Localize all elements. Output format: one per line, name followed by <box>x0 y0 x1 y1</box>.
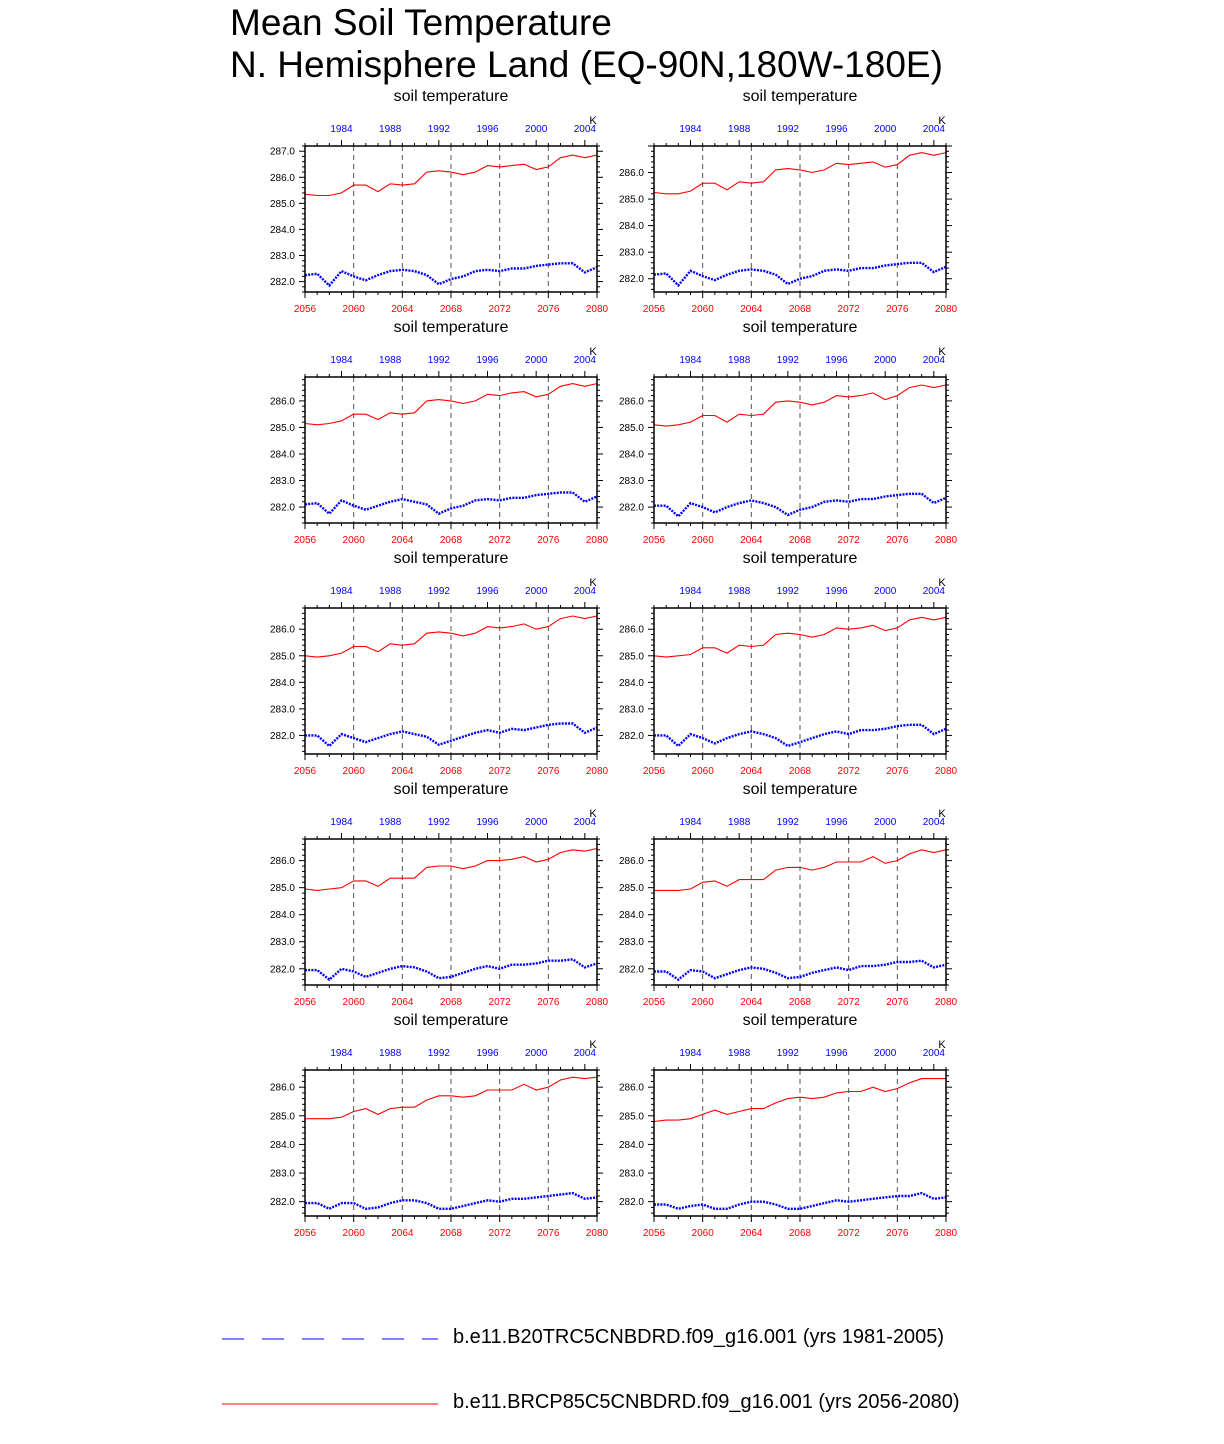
y-tick-label: 283.0 <box>269 251 295 262</box>
x-tick-label-bottom: 2080 <box>585 304 609 315</box>
y-tick-label: 284.0 <box>269 677 295 689</box>
panel-title: soil temperature <box>393 781 509 798</box>
panel-title: soil temperature <box>393 550 509 567</box>
x-tick-label-bottom: 2060 <box>342 766 365 777</box>
panel-title: soil temperature <box>742 550 858 567</box>
x-tick-label-bottom: 2080 <box>934 997 958 1008</box>
y-tick-label: 285.0 <box>618 1111 644 1123</box>
x-tick-label-bottom: 2076 <box>537 997 560 1008</box>
x-tick-label-top: 2004 <box>573 586 596 597</box>
units-label: K <box>938 1039 946 1051</box>
x-tick-label-bottom: 2076 <box>537 1228 560 1239</box>
units-label: K <box>938 808 946 820</box>
x-tick-label-bottom: 2068 <box>788 1228 812 1239</box>
x-tick-label-bottom: 2068 <box>788 766 812 777</box>
x-tick-label-top: 2000 <box>874 1048 897 1059</box>
x-tick-label-bottom: 2080 <box>585 1228 609 1239</box>
x-tick-label-bottom: 2056 <box>642 766 666 777</box>
x-tick-label-top: 1992 <box>427 586 450 597</box>
x-tick-label-bottom: 2064 <box>740 535 763 546</box>
x-tick-label-top: 1988 <box>379 355 402 366</box>
x-tick-label-bottom: 2076 <box>537 766 560 777</box>
x-tick-label-bottom: 2068 <box>788 535 812 546</box>
x-tick-label-top: 2000 <box>525 355 548 366</box>
panel-title: soil temperature <box>742 1012 858 1029</box>
y-tick-label: 282.0 <box>618 274 644 286</box>
y-tick-label: 284.0 <box>618 910 644 922</box>
y-tick-label: 286.0 <box>618 1082 644 1094</box>
x-tick-label-top: 1984 <box>679 1048 702 1059</box>
y-tick-label: 284.0 <box>269 1139 295 1151</box>
x-tick-label-bottom: 2072 <box>488 997 511 1008</box>
x-tick-label-bottom: 2080 <box>585 766 609 777</box>
y-tick-label: 284.0 <box>618 1139 644 1151</box>
panel-title: soil temperature <box>742 319 858 336</box>
x-tick-label-top: 1996 <box>476 124 499 135</box>
x-tick-label-bottom: 2068 <box>439 997 463 1008</box>
x-tick-label-bottom: 2076 <box>886 766 909 777</box>
x-tick-label-top: 1992 <box>427 355 450 366</box>
x-tick-label-bottom: 2076 <box>886 997 909 1008</box>
y-tick-label: 284.0 <box>618 449 644 461</box>
x-tick-label-bottom: 2064 <box>391 997 414 1008</box>
x-tick-label-bottom: 2056 <box>293 535 317 546</box>
y-tick-label: 283.0 <box>269 476 295 488</box>
y-tick-label: 286.0 <box>618 168 644 180</box>
x-tick-label-bottom: 2080 <box>934 535 958 546</box>
x-tick-label-top: 1984 <box>679 124 702 135</box>
y-tick-label: 283.0 <box>618 937 644 949</box>
units-label: K <box>589 115 597 127</box>
x-tick-label-top: 1996 <box>825 124 848 135</box>
y-tick-label: 283.0 <box>618 247 644 259</box>
x-tick-label-top: 1996 <box>825 817 848 828</box>
x-tick-label-bottom: 2056 <box>642 1228 666 1239</box>
x-tick-label-bottom: 2072 <box>837 766 860 777</box>
x-tick-label-top: 1992 <box>776 1048 799 1059</box>
x-tick-label-top: 2004 <box>922 124 945 135</box>
x-tick-label-top: 1992 <box>776 124 799 135</box>
x-tick-label-top: 1984 <box>330 355 353 366</box>
y-tick-label: 284.0 <box>618 221 644 233</box>
x-tick-label-top: 2004 <box>922 1048 945 1059</box>
x-tick-label-bottom: 2064 <box>391 304 414 315</box>
x-tick-label-top: 1992 <box>427 817 450 828</box>
x-tick-label-top: 2000 <box>874 124 897 135</box>
x-tick-label-bottom: 2056 <box>293 304 317 315</box>
y-tick-label: 286.0 <box>618 396 644 408</box>
x-tick-label-bottom: 2072 <box>837 1228 860 1239</box>
y-tick-label: 286.0 <box>269 856 295 868</box>
x-tick-label-top: 2000 <box>874 586 897 597</box>
y-tick-label: 286.0 <box>269 172 295 184</box>
x-tick-label-top: 1992 <box>776 817 799 828</box>
x-tick-label-top: 2004 <box>573 124 596 135</box>
x-tick-label-bottom: 2072 <box>488 766 511 777</box>
x-tick-label-top: 2004 <box>573 817 596 828</box>
x-tick-label-top: 1988 <box>379 817 402 828</box>
x-tick-label-bottom: 2080 <box>585 535 609 546</box>
x-tick-label-top: 1984 <box>330 817 353 828</box>
y-tick-label: 286.0 <box>269 624 295 636</box>
x-tick-label-bottom: 2068 <box>788 997 812 1008</box>
x-tick-label-bottom: 2068 <box>439 1228 463 1239</box>
x-tick-label-top: 1996 <box>476 1048 499 1059</box>
x-tick-label-bottom: 2060 <box>691 766 714 777</box>
x-tick-label-bottom: 2076 <box>886 535 909 546</box>
x-tick-label-bottom: 2060 <box>691 1228 714 1239</box>
units-label: K <box>589 1039 597 1051</box>
x-tick-label-bottom: 2072 <box>837 535 860 546</box>
y-tick-label: 284.0 <box>269 449 295 461</box>
x-tick-label-bottom: 2080 <box>585 997 609 1008</box>
x-tick-label-bottom: 2080 <box>934 766 958 777</box>
x-tick-label-bottom: 2072 <box>837 304 860 315</box>
x-tick-label-bottom: 2064 <box>740 1228 763 1239</box>
x-tick-label-top: 1992 <box>776 355 799 366</box>
x-tick-label-bottom: 2072 <box>837 997 860 1008</box>
y-tick-label: 285.0 <box>269 1111 295 1123</box>
x-tick-label-bottom: 2064 <box>391 535 414 546</box>
y-tick-label: 285.0 <box>618 883 644 895</box>
x-tick-label-top: 2000 <box>525 586 548 597</box>
x-tick-label-bottom: 2064 <box>391 1228 414 1239</box>
x-tick-label-bottom: 2068 <box>439 535 463 546</box>
y-tick-label: 282.0 <box>269 730 295 742</box>
x-tick-label-bottom: 2056 <box>293 997 317 1008</box>
x-tick-label-top: 1988 <box>728 586 751 597</box>
y-tick-label: 284.0 <box>269 910 295 922</box>
x-tick-label-top: 2000 <box>874 817 897 828</box>
y-tick-label: 282.0 <box>269 502 295 514</box>
x-tick-label-bottom: 2072 <box>488 1228 511 1239</box>
y-tick-label: 286.0 <box>269 1082 295 1094</box>
x-tick-label-bottom: 2076 <box>537 535 560 546</box>
x-tick-label-bottom: 2060 <box>342 304 365 315</box>
x-tick-label-bottom: 2060 <box>691 535 714 546</box>
x-tick-label-bottom: 2064 <box>740 997 763 1008</box>
x-tick-label-bottom: 2060 <box>342 997 365 1008</box>
y-tick-label: 286.0 <box>618 856 644 868</box>
y-tick-label: 283.0 <box>269 704 295 716</box>
y-tick-label: 282.0 <box>269 1197 295 1209</box>
x-tick-label-top: 1988 <box>728 1048 751 1059</box>
x-tick-label-bottom: 2068 <box>439 304 463 315</box>
y-tick-label: 286.0 <box>618 624 644 636</box>
x-tick-label-top: 1996 <box>476 355 499 366</box>
y-tick-label: 286.0 <box>269 396 295 408</box>
units-label: K <box>589 808 597 820</box>
x-tick-label-top: 1996 <box>476 586 499 597</box>
y-tick-label: 283.0 <box>269 1168 295 1180</box>
x-tick-label-bottom: 2076 <box>886 1228 909 1239</box>
y-tick-label: 285.0 <box>618 422 644 434</box>
x-tick-label-top: 2000 <box>525 124 548 135</box>
units-label: K <box>938 346 946 358</box>
x-tick-label-top: 1984 <box>679 817 702 828</box>
legend-label-historical: b.e11.B20TRC5CNBDRD.f09_g16.001 (yrs 1981-2005) <box>453 1326 945 1348</box>
x-tick-label-top: 1992 <box>776 586 799 597</box>
x-tick-label-top: 1988 <box>728 124 751 135</box>
x-tick-label-bottom: 2080 <box>934 304 958 315</box>
x-tick-label-top: 1988 <box>728 817 751 828</box>
x-tick-label-top: 1984 <box>330 1048 353 1059</box>
x-tick-label-top: 1988 <box>379 586 402 597</box>
y-tick-label: 283.0 <box>618 476 644 488</box>
chart-title-line-1: Mean Soil Temperature <box>230 2 612 43</box>
x-tick-label-bottom: 2064 <box>740 304 763 315</box>
units-label: K <box>589 346 597 358</box>
x-tick-label-bottom: 2072 <box>488 535 511 546</box>
x-tick-label-bottom: 2072 <box>488 304 511 315</box>
y-tick-label: 282.0 <box>269 964 295 976</box>
x-tick-label-top: 1996 <box>825 355 848 366</box>
y-tick-label: 283.0 <box>618 704 644 716</box>
x-tick-label-bottom: 2056 <box>642 997 666 1008</box>
y-tick-label: 285.0 <box>269 422 295 434</box>
x-tick-label-top: 1984 <box>330 586 353 597</box>
x-tick-label-top: 1984 <box>330 124 353 135</box>
y-tick-label: 285.0 <box>269 883 295 895</box>
x-tick-label-bottom: 2060 <box>691 997 714 1008</box>
x-tick-label-top: 1984 <box>679 355 702 366</box>
x-tick-label-top: 1996 <box>825 586 848 597</box>
x-tick-label-bottom: 2056 <box>293 766 317 777</box>
x-tick-label-bottom: 2060 <box>342 1228 365 1239</box>
x-tick-label-bottom: 2076 <box>886 304 909 315</box>
y-tick-label: 285.0 <box>618 194 644 206</box>
panel-title: soil temperature <box>742 781 858 798</box>
y-tick-label: 287.0 <box>269 146 295 158</box>
x-tick-label-top: 1988 <box>379 124 402 135</box>
x-tick-label-top: 2004 <box>922 586 945 597</box>
panel-title: soil temperature <box>393 1012 509 1029</box>
chart-title-line-2: N. Hemisphere Land (EQ-90N,180W-180E) <box>230 44 943 85</box>
y-tick-label: 285.0 <box>269 198 295 210</box>
x-tick-label-top: 2000 <box>525 817 548 828</box>
legend-label-rcp85: b.e11.BRCP85C5CNBDRD.f09_g16.001 (yrs 2056-2080) <box>453 1391 960 1413</box>
x-tick-label-top: 2004 <box>922 355 945 366</box>
x-tick-label-bottom: 2064 <box>740 766 763 777</box>
y-tick-label: 285.0 <box>269 651 295 663</box>
x-tick-label-bottom: 2060 <box>342 535 365 546</box>
y-tick-label: 282.0 <box>618 1197 644 1209</box>
x-tick-label-top: 1996 <box>476 817 499 828</box>
x-tick-label-top: 1988 <box>379 1048 402 1059</box>
y-tick-label: 282.0 <box>269 277 295 289</box>
y-tick-label: 283.0 <box>269 937 295 949</box>
y-tick-label: 284.0 <box>269 224 295 236</box>
x-tick-label-bottom: 2068 <box>788 304 812 315</box>
x-tick-label-bottom: 2060 <box>691 304 714 315</box>
y-tick-label: 285.0 <box>618 651 644 663</box>
x-tick-label-top: 2000 <box>874 355 897 366</box>
panel-title: soil temperature <box>742 88 858 105</box>
y-tick-label: 284.0 <box>618 677 644 689</box>
x-tick-label-top: 1984 <box>679 586 702 597</box>
y-tick-label: 283.0 <box>618 1168 644 1180</box>
panel-title: soil temperature <box>393 319 509 336</box>
x-tick-label-bottom: 2080 <box>934 1228 958 1239</box>
x-tick-label-top: 1996 <box>825 1048 848 1059</box>
units-label: K <box>589 577 597 589</box>
x-tick-label-bottom: 2056 <box>293 1228 317 1239</box>
y-tick-label: 282.0 <box>618 964 644 976</box>
x-tick-label-top: 2004 <box>573 1048 596 1059</box>
panel-title: soil temperature <box>393 88 509 105</box>
y-tick-label: 282.0 <box>618 730 644 742</box>
x-tick-label-bottom: 2076 <box>537 304 560 315</box>
x-tick-label-bottom: 2056 <box>642 304 666 315</box>
x-tick-label-top: 2000 <box>525 1048 548 1059</box>
x-tick-label-bottom: 2068 <box>439 766 463 777</box>
x-tick-label-top: 1992 <box>427 124 450 135</box>
x-tick-label-top: 1988 <box>728 355 751 366</box>
x-tick-label-top: 2004 <box>922 817 945 828</box>
x-tick-label-bottom: 2064 <box>391 766 414 777</box>
units-label: K <box>938 577 946 589</box>
x-tick-label-top: 2004 <box>573 355 596 366</box>
x-tick-label-bottom: 2056 <box>642 535 666 546</box>
x-tick-label-top: 1992 <box>427 1048 450 1059</box>
y-tick-label: 282.0 <box>618 502 644 514</box>
units-label: K <box>938 115 946 127</box>
